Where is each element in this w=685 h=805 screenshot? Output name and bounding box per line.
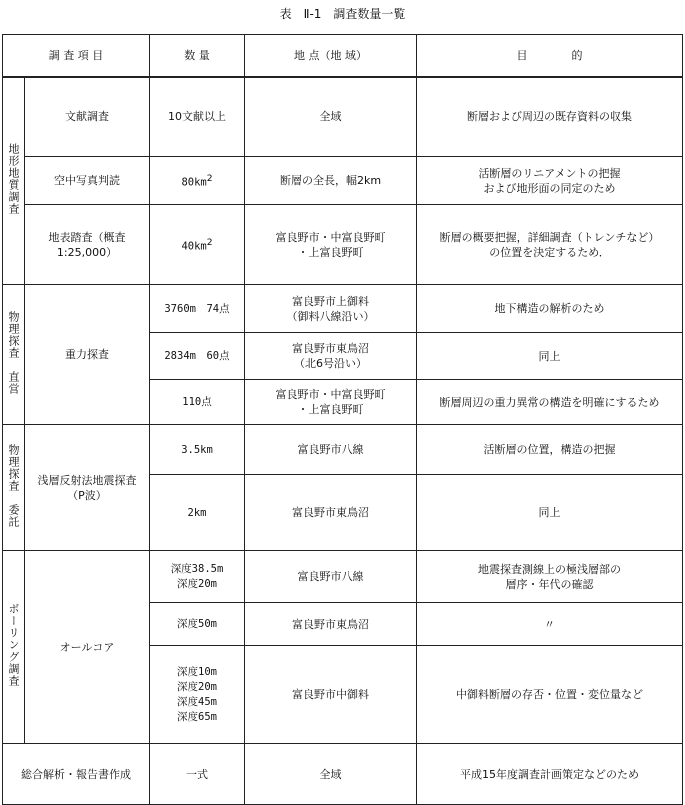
location-boring-3: 富良野市中御料 (245, 646, 417, 744)
category-gravity (3, 285, 25, 425)
location-gravity-2 (245, 333, 417, 380)
category-seismic (3, 425, 25, 551)
header-row (3, 35, 683, 77)
header-quantity: 数 量 (150, 35, 245, 77)
table-row (3, 425, 683, 475)
quantity-seismic-1 (150, 425, 245, 475)
table-caption: 表 Ⅱ-1 調査数量一覧 (279, 7, 406, 21)
header-item: 調 査 項 目 (3, 35, 150, 77)
purpose-boring-1 (417, 551, 683, 603)
quantity-seismic-2-text: 2km (187, 506, 207, 519)
purpose-gravity-3: 断層周辺の重力異常の構造を明確にするため (417, 380, 683, 425)
table-row (3, 77, 683, 157)
item-surface-text: 地表踏査（概査 1:25,000） (48, 230, 126, 259)
purpose-surface-text: 断層の概要把握，詳細調査（トレンチなど） の位置を決定するため． (439, 230, 660, 259)
location-boring-2: 富良野市東鳥沼 (245, 603, 417, 646)
quantity-boring-1 (150, 551, 245, 603)
item-seismic (25, 425, 150, 551)
location-boring-1: 富良野市八線 (245, 551, 417, 603)
purpose-gravity-1: 地下構造の解析のため (417, 285, 683, 333)
quantity-gravity-2 (150, 333, 245, 380)
quantity-boring-2-text: 深度50m (177, 618, 217, 630)
location-seismic-2: 富良野市東鳥沼 (245, 475, 417, 551)
category-gravity-label: 物理探査 直営 (7, 310, 20, 395)
purpose-literature: 断層および周辺の既存資料の収集 (417, 77, 683, 157)
item-summary: 総合解析・報告書作成 (3, 744, 150, 805)
header-location: 地 点（地 域） (245, 35, 417, 77)
table-row (3, 744, 683, 805)
category-geology-label: 地形地質調査 (7, 142, 20, 215)
purpose-boring-3: 中御料断層の存否・位置・変位量など (417, 646, 683, 744)
quantity-gravity-3 (150, 380, 245, 425)
quantity-aerial-exponent: 2 (206, 172, 213, 184)
item-aerial: 空中写真判読 (25, 157, 150, 205)
location-gravity-3 (245, 380, 417, 425)
table-row (3, 205, 683, 285)
purpose-seismic-2: 同上 (417, 475, 683, 551)
location-aerial: 断層の全長，幅2km (245, 157, 417, 205)
location-summary: 全域 (245, 744, 417, 805)
table-row (3, 551, 683, 603)
item-surface (25, 205, 150, 285)
category-seismic-label: 物理探査 委託 (7, 443, 20, 528)
quantity-surface-exponent: 2 (206, 236, 213, 248)
quantity-aerial (150, 157, 245, 205)
quantity-aerial-value: 80km (181, 176, 207, 189)
quantity-surface-value: 40km (181, 240, 207, 253)
location-surface (245, 205, 417, 285)
quantity-gravity-2-text: 2834m 60点 (164, 350, 230, 362)
quantity-gravity-1-text: 3760m 74点 (164, 302, 230, 315)
purpose-boring-1-text: 地震探査測線上の極浅層部の 層序・年代の確認 (478, 562, 621, 591)
quantity-summary: 一式 (150, 744, 245, 805)
header-purpose: 目 的 (417, 35, 683, 77)
item-gravity: 重力探査 (25, 285, 150, 425)
location-literature: 全域 (245, 77, 417, 157)
quantity-surface (150, 205, 245, 285)
item-boring: オールコア (25, 551, 150, 744)
table-row (3, 285, 683, 333)
category-boring (3, 551, 25, 744)
table-row (3, 157, 683, 205)
quantity-boring-1-text: 深度38.5m 深度20m (170, 562, 224, 590)
location-gravity-3-text: 富良野市・中富良野町 ・上富良野町 (275, 388, 386, 416)
quantity-gravity-1 (150, 285, 245, 333)
quantity-boring-3-text: 深度10m 深度20m 深度45m 深度65m (177, 665, 217, 723)
quantity-boring-3 (150, 646, 245, 744)
location-gravity-1-text: 富良野市上御料 （御料八線沿い） (286, 294, 375, 323)
quantity-literature: 10文献以上 (150, 77, 245, 157)
quantity-boring-2 (150, 603, 245, 646)
purpose-boring-2: 〃 (417, 603, 683, 646)
item-literature: 文献調査 (25, 77, 150, 157)
purpose-surface (417, 205, 683, 285)
location-seismic-1: 富良野市八線 (245, 425, 417, 475)
purpose-gravity-2: 同上 (417, 333, 683, 380)
purpose-aerial (417, 157, 683, 205)
location-gravity-1 (245, 285, 417, 333)
location-surface-text: 富良野市・中富良野町 ・上富良野町 (275, 230, 386, 259)
purpose-seismic-1: 活断層の位置，構造の把握 (417, 425, 683, 475)
purpose-summary: 平成15年度調査計画策定などのため (417, 744, 683, 805)
item-seismic-text: 浅層反射法地震探査 （P波） (37, 473, 137, 502)
quantity-seismic-1-text: 3.5km (181, 443, 213, 456)
location-gravity-2-text: 富良野市東鳥沼 （北6号沿い） (292, 342, 369, 370)
quantity-gravity-3-text: 110点 (182, 396, 212, 408)
survey-quantity-table (2, 34, 683, 805)
quantity-seismic-2 (150, 475, 245, 551)
purpose-aerial-text: 活断層のリニアメントの把握 および地形面の同定のため (478, 166, 621, 195)
category-boring-label: ボーリング調査 (7, 603, 20, 687)
category-geology (3, 77, 25, 285)
